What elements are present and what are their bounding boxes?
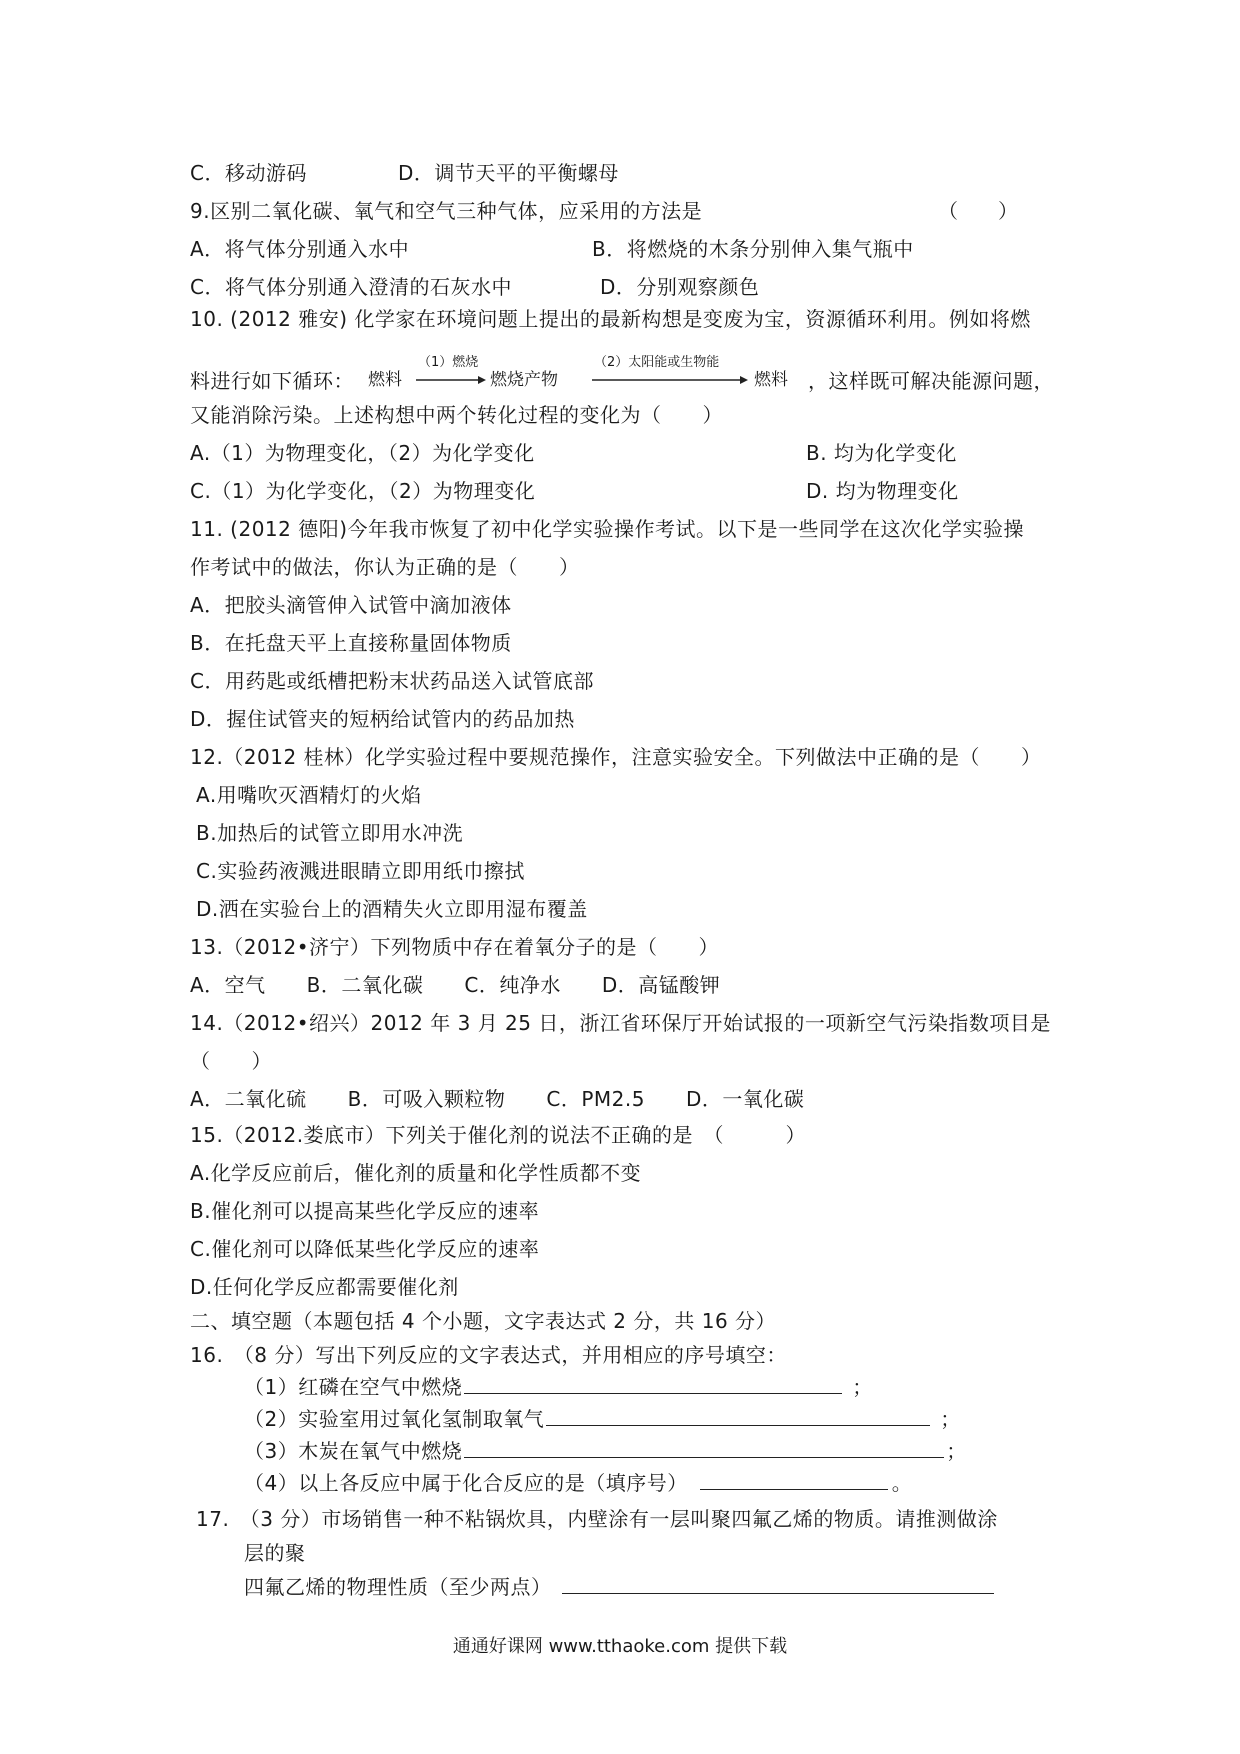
q14-options: A．二氧化硫 B．可吸入颗粒物 C．PM2.5 D．一氧化碳 [190, 1087, 805, 1111]
cycle-step2-label: （2）太阳能或生物能 [594, 355, 720, 370]
q9-answer-paren: （ ） [938, 199, 1018, 223]
q16-item-3-end: ； [946, 1439, 967, 1463]
q11-stem-line1: 11. (2012 德阳)今年我市恢复了初中化学实验操作考试。以下是一些同学在这次化学实验操 [190, 517, 1025, 541]
q16-item-2-label: （2）实验室用过氧化氢制取氧气 [244, 1407, 545, 1431]
q16-answer-blank-1[interactable] [464, 1375, 842, 1394]
q16-item-3 [244, 1438, 967, 1464]
q12-option-d: D.洒在实验台上的酒精失火立即用湿布覆盖 [196, 897, 588, 921]
cycle-product: 燃烧产物 [490, 370, 558, 390]
q9-option-a: A．将气体分别通入水中 [190, 237, 410, 261]
q15-option-a: A.化学反应前后，催化剂的质量和化学性质都不变 [190, 1161, 642, 1185]
q12-stem: 12.（2012 桂林）化学实验过程中要规范操作，注意实验安全。下列做法中正确的是（ ） [190, 745, 1042, 769]
q13-options: A．空气 B．二氧化碳 C．纯净水 D．高锰酸钾 [190, 973, 721, 997]
q16-item-2-end: ； [940, 1407, 961, 1431]
q17-stem-line3 [244, 1574, 994, 1600]
q11-option-b: B．在托盘天平上直接称量固体物质 [190, 631, 512, 655]
q16-item-3-label: （3）木炭在氧气中燃烧 [244, 1439, 463, 1463]
q12-option-b: B.加热后的试管立即用水冲洗 [196, 821, 464, 845]
cycle-arrow-1 [416, 375, 486, 385]
q15-option-c: C.催化剂可以降低某些化学反应的速率 [190, 1237, 540, 1261]
q10-stem-line1: 10. (2012 雅安) 化学家在环境问题上提出的最新构想是变废为宝，资源循环利用。例如将燃 [190, 307, 1031, 331]
q16-item-1 [244, 1374, 873, 1400]
q10-option-a: A.（1）为物理变化，（2）为化学变化 [190, 441, 535, 465]
q8-option-c: C．移动游码 [190, 161, 307, 185]
q11-option-d: D．握住试管夹的短柄给试管内的药品加热 [190, 707, 575, 731]
q9-option-d: D．分别观察颜色 [600, 275, 760, 299]
q16-answer-blank-2[interactable] [546, 1407, 930, 1426]
q16-item-4-label: （4）以上各反应中属于化合反应的是（填序号） [244, 1471, 688, 1495]
q17-stem-line2: 层的聚 [244, 1541, 306, 1565]
q14-stem-line2: （ ） [190, 1049, 272, 1073]
q10-option-d: D. 均为物理变化 [806, 479, 959, 503]
q8-option-d: D．调节天平的平衡螺母 [398, 161, 619, 185]
q11-option-a: A．把胶头滴管伸入试管中滴加液体 [190, 593, 512, 617]
q12-option-c: C.实验药液溅进眼睛立即用纸巾擦拭 [196, 859, 525, 883]
q16-item-2 [244, 1406, 961, 1432]
page-footer: 通通好课网 www.tthaoke.com 提供下载 [452, 1636, 788, 1657]
q10-option-c: C.（1）为化学变化，（2）为物理变化 [190, 479, 536, 503]
cycle-fuel: 燃料 [368, 370, 402, 390]
q17-answer-blank[interactable] [562, 1575, 994, 1594]
q16-item-4-end: 。 [891, 1471, 913, 1495]
q16-item-1-end: ； [852, 1375, 873, 1399]
q16-answer-blank-3[interactable] [464, 1439, 944, 1458]
q15-option-b: B.催化剂可以提高某些化学反应的速率 [190, 1199, 540, 1223]
q11-option-c: C．用药匙或纸槽把粉末状药品送入试管底部 [190, 669, 594, 693]
q10-option-b: B. 均为化学变化 [806, 441, 957, 465]
q9-option-b: B．将燃烧的木条分别伸入集气瓶中 [592, 237, 914, 261]
q12-option-a: A.用嘴吹灭酒精灯的火焰 [196, 783, 422, 807]
q17-stem-line1: 17. （3 分）市场销售一种不粘锅炊具，内壁涂有一层叫聚四氟乙烯的物质。请推测做涂 [196, 1507, 998, 1531]
q15-option-d: D.任何化学反应都需要催化剂 [190, 1275, 459, 1299]
q13-stem: 13.（2012•济宁）下列物质中存在着氧分子的是（ ） [190, 935, 720, 959]
q11-stem-line2: 作考试中的做法，你认为正确的是（ ） [190, 555, 580, 579]
cycle-arrow-2 [592, 375, 748, 385]
q16-stem: 16. （8 分）写出下列反应的文字表达式，并用相应的序号填空： [190, 1343, 787, 1367]
q9-option-c: C．将气体分别通入澄清的石灰水中 [190, 275, 512, 299]
q16-answer-blank-4[interactable] [700, 1471, 888, 1490]
q16-item-4 [244, 1470, 912, 1496]
q10-stem-line3: 又能消除污染。上述构想中两个转化过程的变化为（ ） [190, 403, 723, 427]
q9-stem: 9.区别二氧化碳、氧气和空气三种气体，应采用的方法是 [190, 199, 703, 223]
q10-stem-line2-post: ，这样既可解决能源问题， [808, 369, 1054, 393]
section-2-heading: 二、填空题（本题包括 4 个小题，文字表达式 2 分，共 16 分） [190, 1309, 777, 1333]
q14-stem-line1: 14.（2012•绍兴）2012 年 3 月 25 日，浙江省环保厅开始试报的一项新空气污染指数项目是 [190, 1011, 1051, 1035]
cycle-step1-label: （1）燃烧 [418, 355, 479, 370]
q17-stem-line3-label: 四氟乙烯的物理性质（至少两点） [244, 1575, 552, 1599]
q16-item-1-label: （1）红磷在空气中燃烧 [244, 1375, 463, 1399]
cycle-fuel-2: 燃料 [754, 370, 788, 390]
q15-stem: 15.（2012.娄底市）下列关于催化剂的说法不正确的是 （ ） [190, 1123, 807, 1147]
q10-stem-line2-pre: 料进行如下循环： [190, 369, 354, 393]
